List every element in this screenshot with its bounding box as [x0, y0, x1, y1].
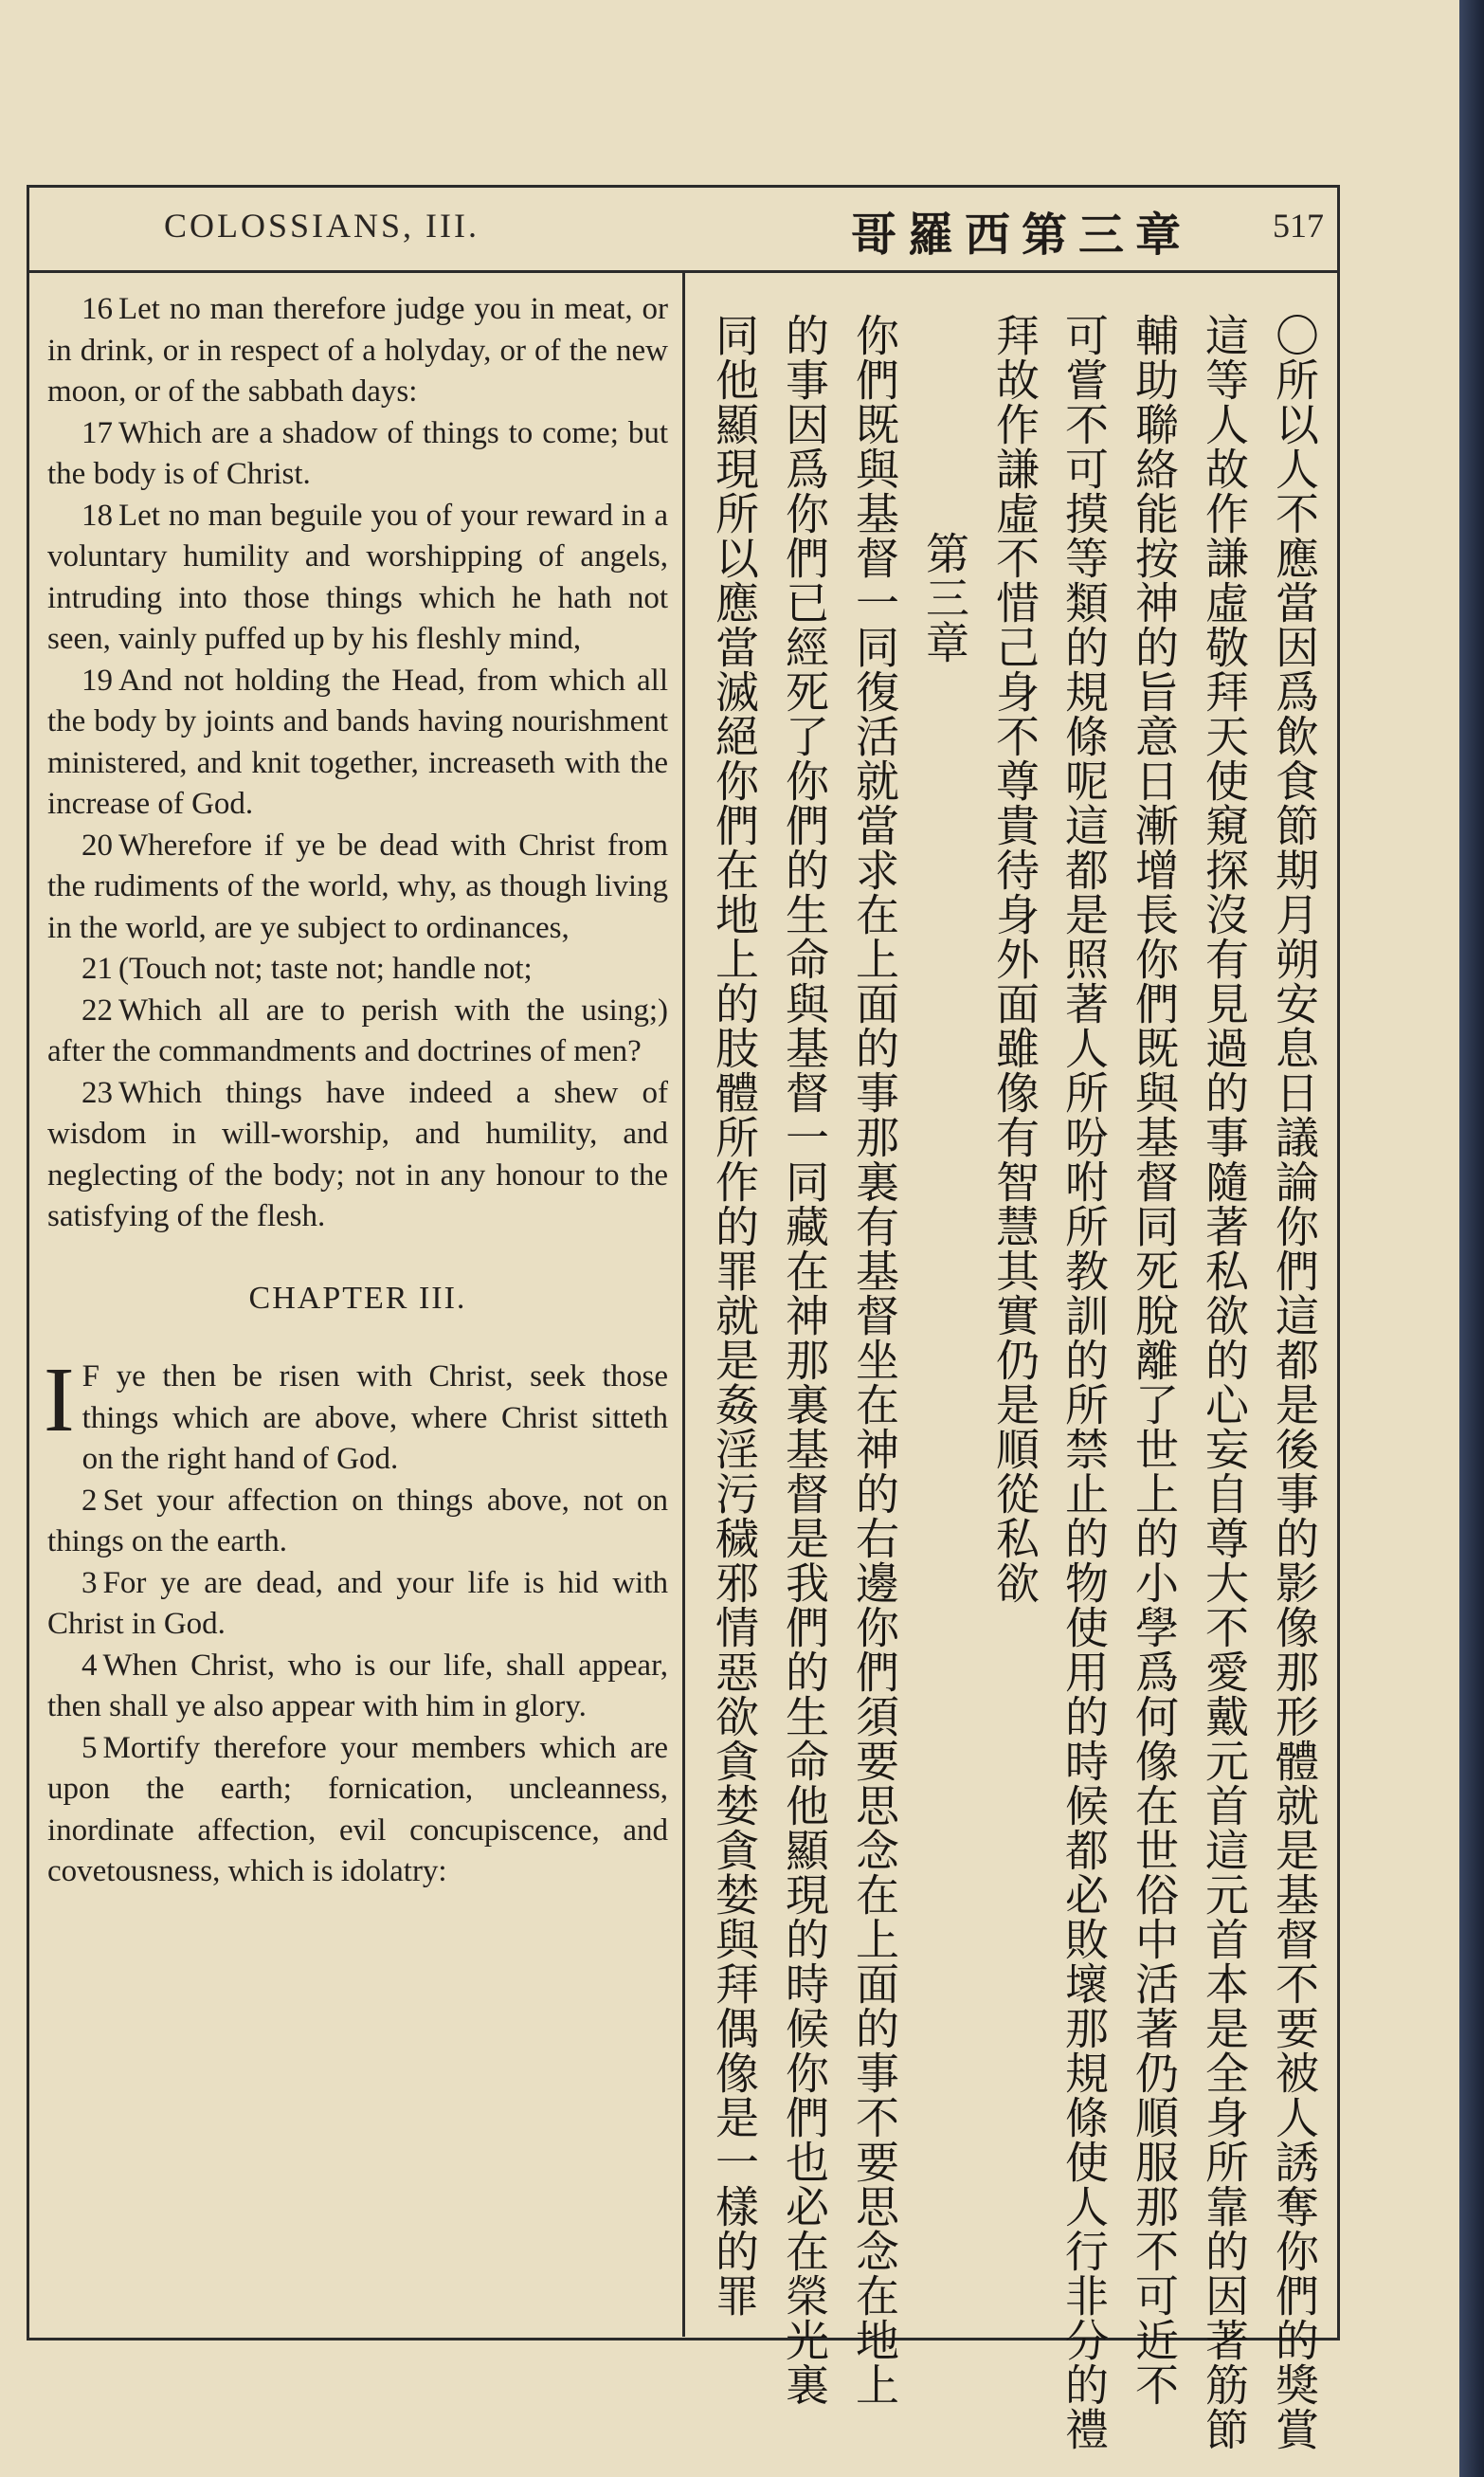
chinese-text-column: 〇所以人不應當因爲飲食節期月朔安息日議論你們這都是後事的影像那形體就是基督不要被人誘奪你們的獎賞 [1269, 313, 1320, 2451]
verse-number: 20 [81, 828, 113, 863]
verse-text: Which are a shadow of things to come; but the body is of Christ. [47, 415, 668, 491]
verse [47, 949, 668, 991]
verse-text: Wherefore if ye be dead with Christ from the rudiments of the world, why, as though living in the world, are ye subject to ordinances, [47, 828, 668, 945]
verse-number: 21 [81, 952, 113, 986]
verse-number: 19 [81, 663, 113, 698]
verse-number: 17 [81, 415, 113, 450]
verse [47, 1728, 668, 1893]
verse [47, 1646, 668, 1728]
chinese-text-column: 輔助聯絡能按神的旨意日漸增長你們既與基督同死脫離了世上的小學爲何像在世俗中活著仍順服那不可近不 [1129, 313, 1180, 2407]
verse-number: 22 [81, 993, 113, 1028]
verse-number: 18 [81, 498, 113, 533]
verse-number: 4 [81, 1648, 98, 1683]
verse-number: 2 [81, 1483, 98, 1518]
verse [47, 991, 668, 1073]
verse [47, 1481, 668, 1563]
chinese-text-column: 可嘗不可摸等類的規條呢這都是照著人所吩咐所教訓的所禁止的物使用的時候都必敗壞那規條使人行非分的禮 [1059, 313, 1110, 2451]
verse [47, 413, 668, 496]
chinese-text-column: 同他顯現所以應當滅絕你們在地上的肢體所作的罪就是姦淫污穢邪情惡欲貪婪貪婪與拜偶像是一樣的罪 [709, 313, 760, 2318]
verse [47, 496, 668, 661]
verse-text: And not holding the Head, from which all the body by joints and bands having nourishment ministered, and knit together, increaseth with the increase of God. [47, 663, 668, 821]
running-header [27, 185, 1337, 273]
chinese-text-column: 這等人故作謙虛敬拜天使窺探沒有見過的事隨著私欲的心妄自尊大不愛戴元首這元首本是全身所靠的因著筋節 [1199, 313, 1250, 2451]
chinese-text-column: 拜故作謙虛不惜己身不尊貴待身外面雖像有智慧其實仍是順從私欲 [989, 313, 1041, 1605]
verse [47, 1563, 668, 1646]
verse [47, 289, 668, 413]
colossians-2-verses [47, 289, 668, 1238]
chinese-text-column: 的事因爲你們已經死了你們的生命與基督一同藏在神那裏基督是我們的生命他顯現的時候你們也必在榮光裏 [779, 313, 830, 2407]
verse-text: Let no man therefore judge you in meat, or in drink, or in respect of a holyday, or of the new moon, or of the sabbath days: [47, 292, 668, 409]
colossians-3-verses [47, 1481, 668, 1893]
verse-3-1 [44, 1349, 668, 1481]
verse-text: Which all are to perish with the using;) after the commandments and doctrines of men? [47, 993, 668, 1068]
verse [47, 1073, 668, 1238]
english-column [44, 289, 668, 1893]
verse [47, 826, 668, 950]
chinese-text-column: 你們既與基督一同復活就當求在上面的事那裏有基督坐在神的右邊你們須要思念在上面的事不要思念在地上 [849, 313, 900, 2407]
book-spine [1459, 0, 1484, 2477]
verse-number: 3 [81, 1565, 98, 1600]
verse-text: Set your affection on things above, not on things on the earth. [47, 1483, 668, 1558]
verse-number: 5 [81, 1730, 98, 1765]
verse-text: (Touch not; taste not; handle not; [118, 952, 533, 986]
running-title-zh: 哥羅西第三章 [851, 209, 1193, 262]
verse-text: Which things have indeed a shew of wisdom in will-worship, and humility, and neglecting of the body; not in any honour to the satisfying of the flesh. [47, 1075, 668, 1233]
verse-text: When Christ, who is our life, shall appear, then shall ye also appear with him in glory. [47, 1648, 668, 1723]
verse-text: Mortify therefore your members which are upon the earth; fornication, uncleanness, inordinate affection, evil concupiscence, and covetousness, which is idolatry: [47, 1730, 668, 1888]
page-number: 517 [1273, 207, 1324, 245]
running-title-en: COLOSSIANS, III. [164, 207, 480, 245]
column-divider [682, 270, 685, 2337]
verse-number: 16 [81, 292, 113, 326]
verse-text: For ye are dead, and your life is hid with Christ in God. [47, 1565, 668, 1641]
verse-number: 23 [81, 1075, 113, 1110]
drop-cap: I [44, 1349, 75, 1451]
chinese-column [699, 313, 1330, 2451]
chinese-chapter-heading: 第三章 [919, 531, 970, 665]
verse-3-1-text: F ye then be risen with Christ, seek those things which are above, where Christ sitteth on the right hand of God. [81, 1359, 668, 1476]
verse-text: Let no man beguile you of your reward in a voluntary humility and worshipping of angels, intruding into those things which he hath not seen, vainly puffed up by his fleshly mind, [47, 498, 668, 656]
verse [47, 661, 668, 826]
chapter-heading: CHAPTER III. [248, 1280, 467, 1316]
